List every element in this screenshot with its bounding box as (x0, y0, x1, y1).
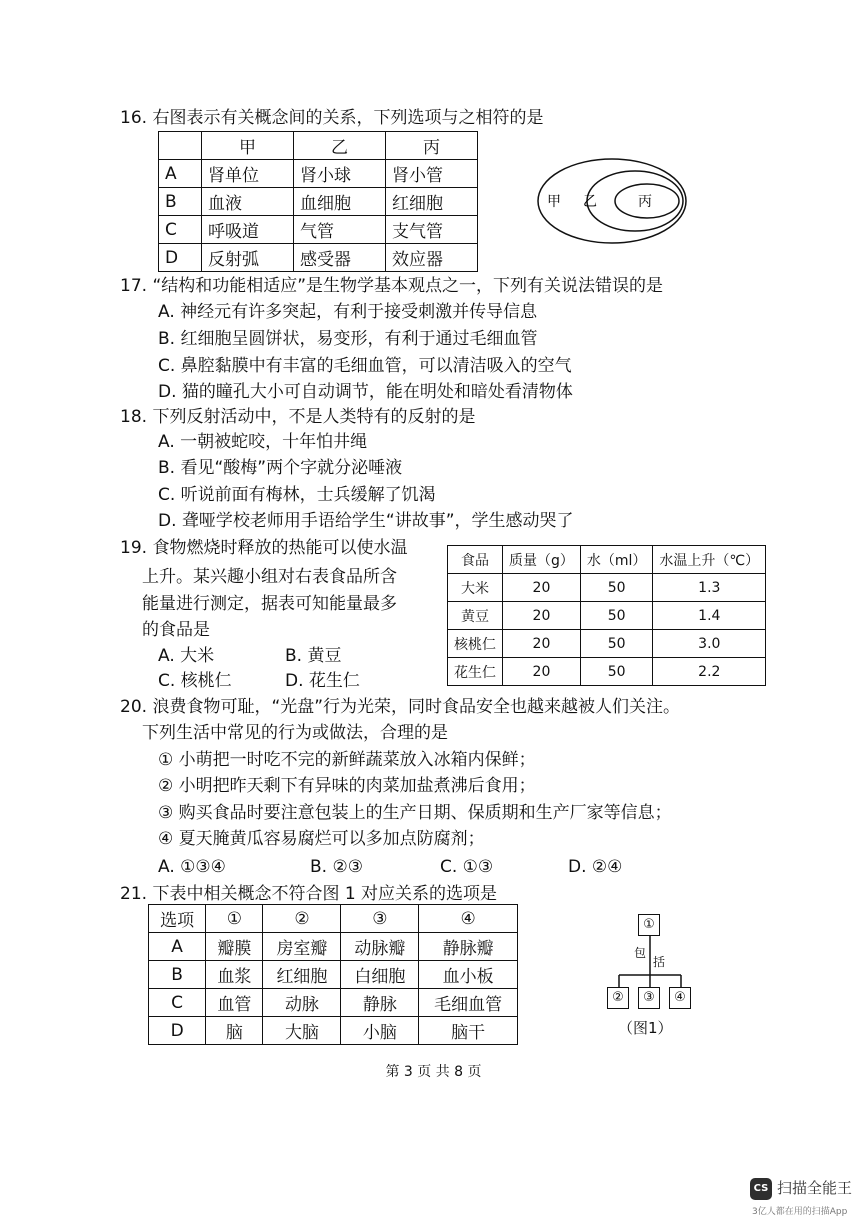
camscanner-logo: CS (750, 1178, 772, 1200)
q19-stem-line-1: 19. 食物燃烧时释放的热能可以使水温 (120, 538, 408, 558)
table-row (149, 1017, 518, 1045)
table-row (149, 905, 518, 933)
q18-option-d: D. 聋哑学校老师用手语给学生“讲故事”，学生感动哭了 (158, 511, 574, 531)
q20-option-c: C. ①③ (440, 857, 494, 877)
table-cell: D (149, 1017, 206, 1045)
q20-option-b: B. ②③ (310, 857, 363, 877)
table-row (149, 989, 518, 1017)
table-cell: 肾单位 (202, 160, 294, 188)
q17-option-a: A. 神经元有许多突起，有利于接受刺激并传导信息 (158, 302, 538, 322)
table-cell (159, 132, 202, 160)
table-row (159, 188, 478, 216)
table-cell: 2.2 (653, 658, 766, 686)
q16-stem: 16. 右图表示有关概念间的关系，下列选项与之相符的是 (120, 108, 544, 128)
q20-item-2: ② 小明把昨天剩下有异味的肉菜加盐煮沸后食用； (158, 776, 536, 796)
table-cell: 1.3 (653, 574, 766, 602)
table-cell: 血管 (206, 989, 263, 1017)
figure-node-child-2: ② (607, 987, 629, 1009)
table-row (159, 132, 478, 160)
table-cell: 脑 (206, 1017, 263, 1045)
q17-option-b: B. 红细胞呈圆饼状，易变形，有利于通过毛细血管 (158, 329, 538, 349)
table-cell: 大米 (448, 574, 503, 602)
q19-option-c: C. 核桃仁 (158, 671, 232, 691)
q21-table (148, 904, 518, 1045)
table-cell: 血小板 (419, 961, 518, 989)
table-cell: 脑干 (419, 1017, 518, 1045)
figure-link-label-2: 括 (653, 955, 666, 969)
q17-option-d: D. 猫的瞳孔大小可自动调节，能在明处和暗处看清物体 (158, 382, 573, 402)
table-cell: 50 (580, 574, 653, 602)
table-cell: 食品 (448, 546, 503, 574)
table-cell: 支气管 (386, 216, 478, 244)
figure-caption: （图1） (618, 1019, 673, 1037)
q20-stem-line-2: 下列生活中常见的行为或做法，合理的是 (142, 723, 448, 743)
nested-ellipse-diagram (535, 155, 695, 247)
table-cell: 血细胞 (294, 188, 386, 216)
table-cell: A (159, 160, 202, 188)
watermark-app-name: 扫描全能王 (777, 1179, 853, 1197)
table-cell: 肾小球 (294, 160, 386, 188)
table-row (149, 933, 518, 961)
table-cell: 20 (503, 658, 581, 686)
q19-table (447, 545, 766, 686)
table-cell: 呼吸道 (202, 216, 294, 244)
table-cell: A (149, 933, 206, 961)
table-cell: 红细胞 (386, 188, 478, 216)
q20-stem-line-1: 20. 浪费食物可耻，“光盘”行为光荣，同时食品安全也越来越被人们关注。 (120, 697, 681, 717)
table-cell: 丙 (386, 132, 478, 160)
figure-link-label-1: 包 (634, 946, 647, 960)
q19-option-a: A. 大米 (158, 646, 215, 666)
diagram-label-outer: 甲 (547, 194, 561, 210)
table-row (448, 574, 766, 602)
q17-option-c: C. 鼻腔黏膜中有丰富的毛细血管，可以清洁吸入的空气 (158, 356, 572, 376)
table-cell: B (159, 188, 202, 216)
table-row (448, 658, 766, 686)
diagram-label-inner: 丙 (638, 194, 652, 210)
table-cell: 静脉瓣 (419, 933, 518, 961)
table-cell: 甲 (202, 132, 294, 160)
table-cell: 瓣膜 (206, 933, 263, 961)
table-cell: 乙 (294, 132, 386, 160)
q21-stem: 21. 下表中相关概念不符合图 1 对应关系的选项是 (120, 884, 498, 904)
q20-item-3: ③ 购买食品时要注意包装上的生产日期、保质期和生产厂家等信息； (158, 803, 672, 823)
table-row (448, 602, 766, 630)
watermark-tagline: 3亿人都在用的扫描App (752, 1207, 848, 1217)
table-cell: 质量（g） (503, 546, 581, 574)
table-cell: 血浆 (206, 961, 263, 989)
table-cell: 20 (503, 602, 581, 630)
table-cell: 水（ml） (580, 546, 653, 574)
q19-stem-line-3: 能量进行测定，据表可知能量最多 (142, 594, 397, 614)
table-cell: 20 (503, 630, 581, 658)
table-cell: 毛细血管 (419, 989, 518, 1017)
q16-table (158, 131, 478, 272)
q18-stem: 18. 下列反射活动中，不是人类特有的反射的是 (120, 407, 476, 427)
ellipse-middle (587, 171, 683, 231)
table-cell: 核桃仁 (448, 630, 503, 658)
table-cell: ④ (419, 905, 518, 933)
q17-stem: 17. “结构和功能相适应”是生物学基本观点之一，下列有关说法错误的是 (120, 276, 664, 296)
table-cell: C (149, 989, 206, 1017)
table-cell: 水温上升（℃） (653, 546, 766, 574)
q20-option-d: D. ②④ (568, 857, 623, 877)
figure-node-child-4: ④ (669, 987, 691, 1009)
table-cell: 花生仁 (448, 658, 503, 686)
page-footer: 第 3 页 共 8 页 (385, 1064, 482, 1080)
table-cell: 反射弧 (202, 244, 294, 272)
q19-option-d: D. 花生仁 (285, 671, 360, 691)
table-cell: 动脉 (263, 989, 341, 1017)
table-cell: 50 (580, 658, 653, 686)
table-cell: B (149, 961, 206, 989)
q18-option-c: C. 听说前面有梅林，士兵缓解了饥渴 (158, 485, 436, 505)
table-cell: 大脑 (263, 1017, 341, 1045)
table-row (448, 546, 766, 574)
table-row (159, 216, 478, 244)
q19-stem-line-4: 的食品是 (142, 620, 210, 640)
table-cell: 50 (580, 602, 653, 630)
q18-option-a: A. 一朝被蛇咬，十年怕井绳 (158, 432, 368, 452)
table-cell: C (159, 216, 202, 244)
figure-node-top: ① (638, 914, 660, 936)
table-cell: 房室瓣 (263, 933, 341, 961)
table-row (159, 244, 478, 272)
table-cell: 静脉 (341, 989, 419, 1017)
table-cell: 效应器 (386, 244, 478, 272)
table-cell: 小脑 (341, 1017, 419, 1045)
table-row (159, 160, 478, 188)
q19-option-b: B. 黄豆 (285, 646, 342, 666)
table-row (448, 630, 766, 658)
table-cell: 感受器 (294, 244, 386, 272)
table-cell: 50 (580, 630, 653, 658)
q20-item-1: ① 小萌把一时吃不完的新鲜蔬菜放入冰箱内保鲜； (158, 750, 536, 770)
q18-option-b: B. 看见“酸梅”两个字就分泌唾液 (158, 458, 403, 478)
q20-item-4: ④ 夏天腌黄瓜容易腐烂可以多加点防腐剂； (158, 829, 485, 849)
table-cell: 黄豆 (448, 602, 503, 630)
table-cell: 白细胞 (341, 961, 419, 989)
diagram-label-middle: 乙 (583, 194, 597, 210)
table-cell: 20 (503, 574, 581, 602)
table-cell: ② (263, 905, 341, 933)
q20-option-a: A. ①③④ (158, 857, 226, 877)
table-cell: 气管 (294, 216, 386, 244)
table-cell: 1.4 (653, 602, 766, 630)
table-cell: 血液 (202, 188, 294, 216)
table-cell: 红细胞 (263, 961, 341, 989)
table-cell: 3.0 (653, 630, 766, 658)
table-cell: 选项 (149, 905, 206, 933)
table-row (149, 961, 518, 989)
table-cell: ① (206, 905, 263, 933)
table-cell: D (159, 244, 202, 272)
table-cell: ③ (341, 905, 419, 933)
q19-stem-line-2: 上升。某兴趣小组对右表食品所含 (142, 567, 397, 587)
table-cell: 动脉瓣 (341, 933, 419, 961)
figure-node-child-3: ③ (638, 987, 660, 1009)
table-cell: 肾小管 (386, 160, 478, 188)
